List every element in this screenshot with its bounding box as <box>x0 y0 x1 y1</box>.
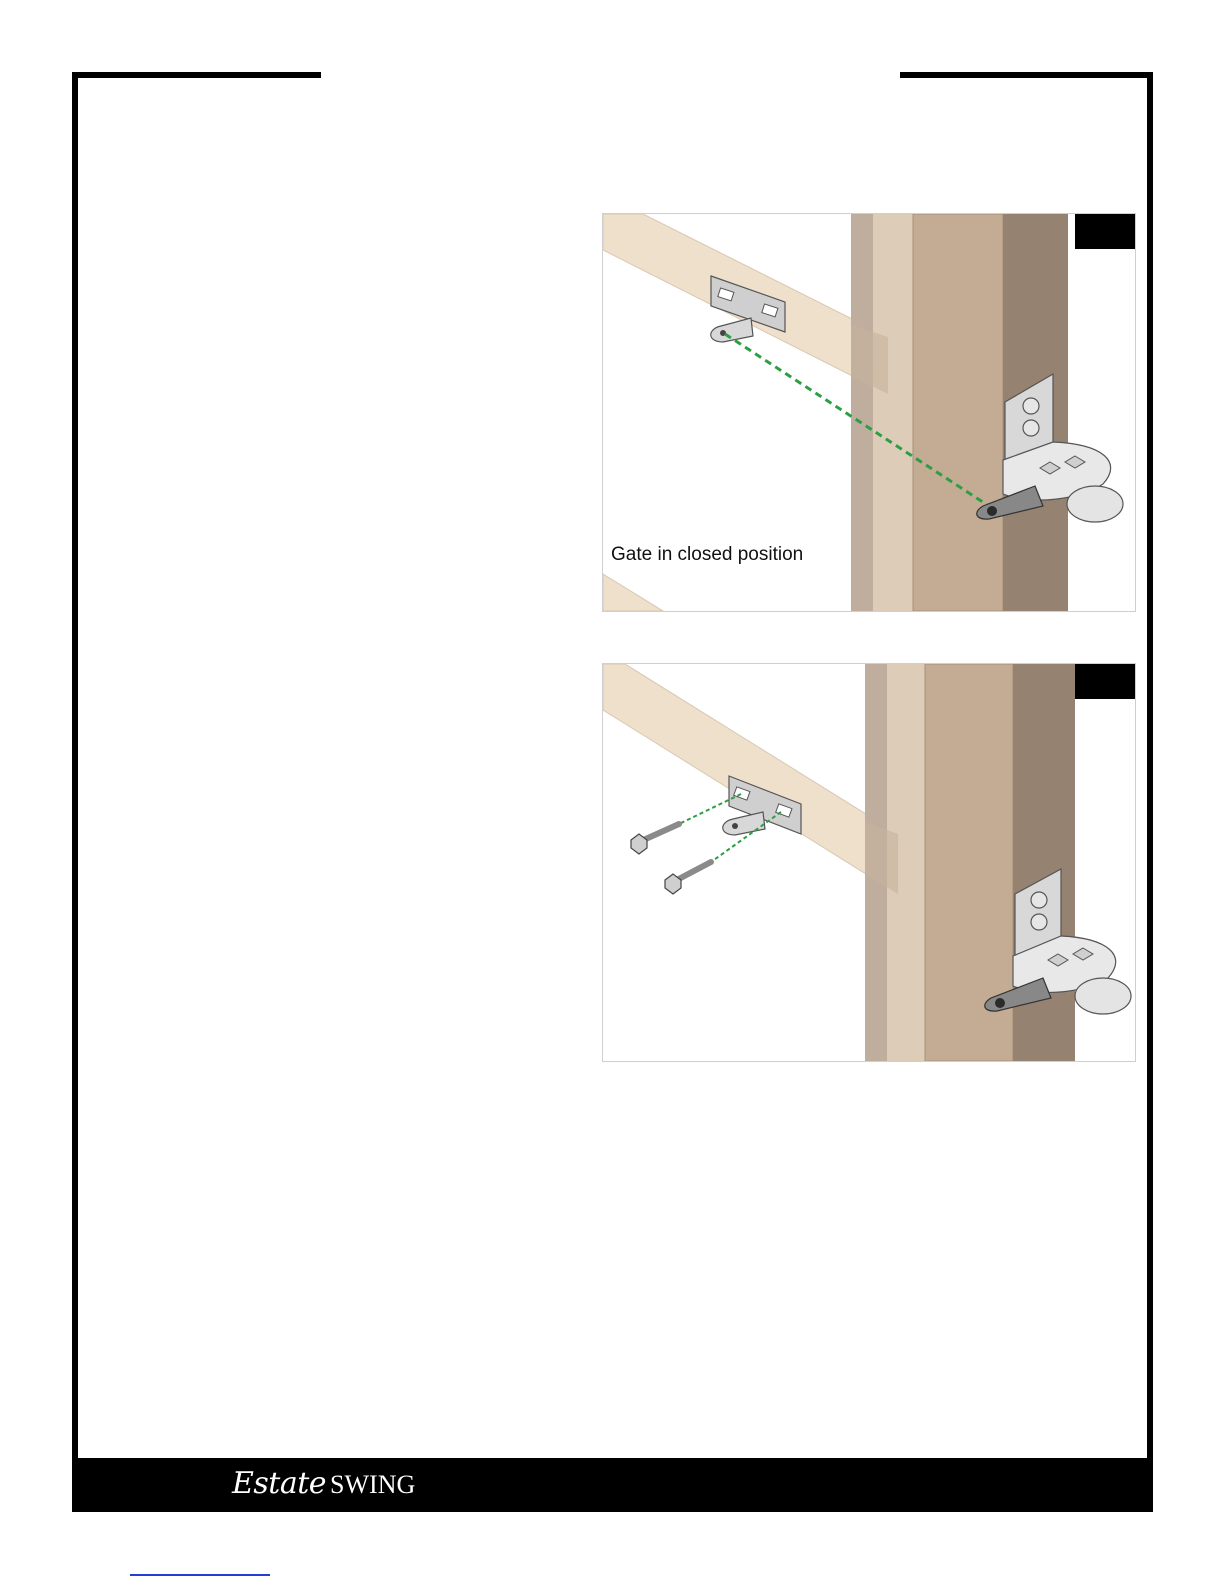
figure-caption: Gate in closed position <box>611 544 804 565</box>
page-frame-top-right <box>900 72 1153 78</box>
mount-bolt-2 <box>1031 914 1047 930</box>
footer-bar <box>72 1458 1153 1512</box>
opener-arm-hole <box>995 998 1005 1008</box>
opener-gear <box>1075 978 1131 1014</box>
page-frame-left <box>72 72 78 1512</box>
footer-link-underline[interactable] <box>130 1574 270 1576</box>
gate-lower-board <box>603 574 663 611</box>
gate-rail-board <box>603 664 898 894</box>
post-trim <box>873 214 913 611</box>
step-number-tab <box>1075 214 1135 249</box>
figure-gate-closed <box>602 213 1136 612</box>
bracket-tab <box>723 812 765 835</box>
mount-bolt-1 <box>1031 892 1047 908</box>
opener-arm-hole <box>987 506 997 516</box>
attach-bracket-illustration <box>603 664 1135 1061</box>
gate-post-front <box>913 214 1003 611</box>
opener-gear <box>1067 486 1123 522</box>
post-trim-dark <box>851 214 873 611</box>
estate-swing-logo <box>232 1466 415 1506</box>
step-number-tab <box>1075 664 1135 699</box>
mount-bolt-2 <box>1023 420 1039 436</box>
logo-script-text: Estate <box>232 1466 327 1501</box>
mount-bolt-1 <box>1023 398 1039 414</box>
page-frame-top-left <box>72 72 321 78</box>
logo-caps-text: SWING <box>330 1470 416 1499</box>
page-frame-right <box>1147 72 1153 1512</box>
bracket-pin-hole <box>732 823 738 829</box>
bracket-tab <box>711 318 753 342</box>
figure-attach-bracket <box>602 663 1136 1062</box>
